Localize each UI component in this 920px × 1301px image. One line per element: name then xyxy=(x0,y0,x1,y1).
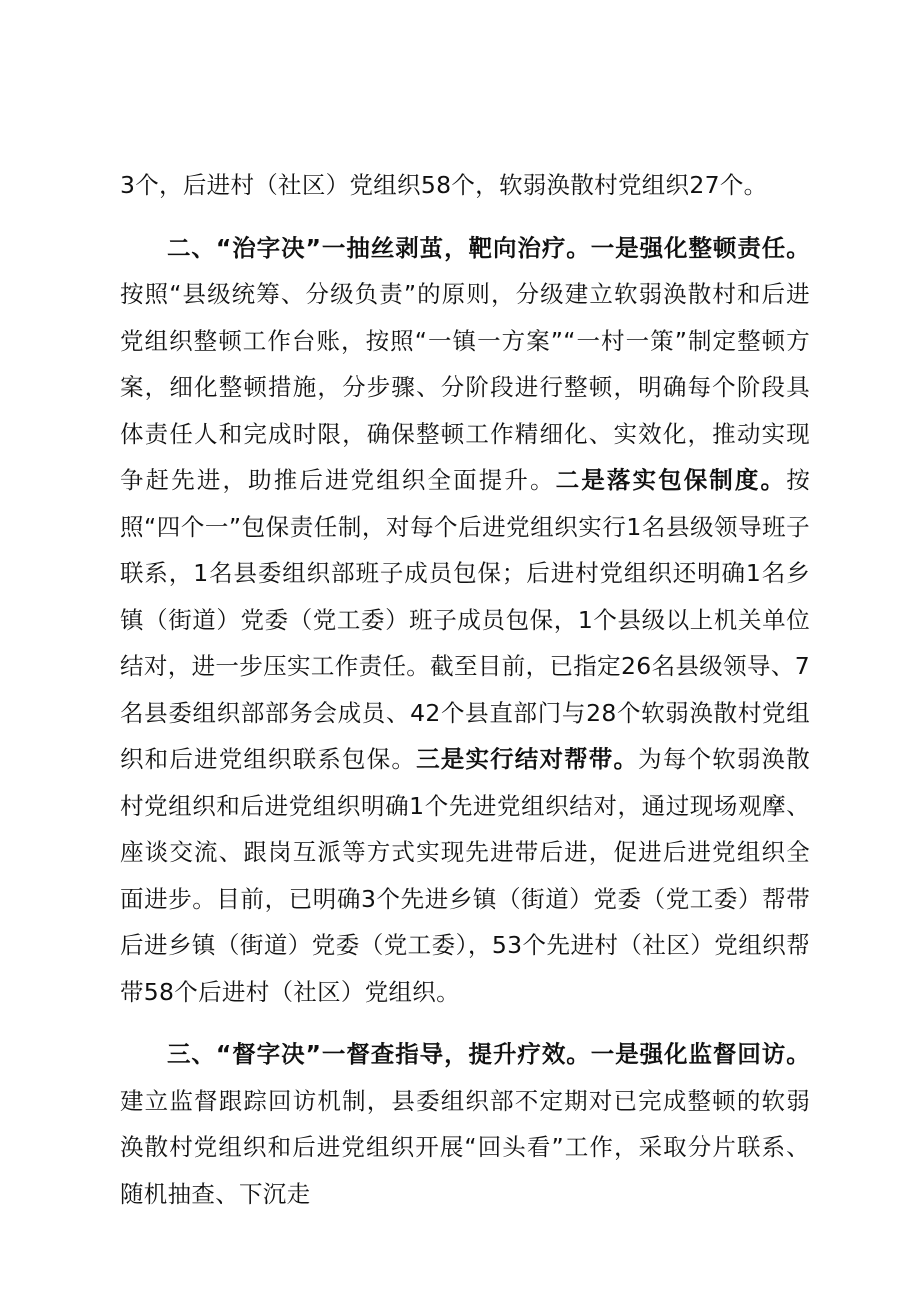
point-heading-2-1: 一是强化整顿责任。 xyxy=(590,233,810,262)
document-body xyxy=(120,162,810,1217)
section-heading-3: 三、“督字决”一督查指导，提升疗效。 xyxy=(167,1040,591,1068)
point-text-3-1: 建立监督跟踪回访机制，县委组织部不定期对已完成整顿的软弱涣散村党组织和后进党组织开展“回头看”工作，采取分片联系、随机抽查、下沉走 xyxy=(120,1086,810,1208)
paragraph-1 xyxy=(120,162,810,209)
point-text-2-3: 为每个软弱涣散村党组织和后进党组织明确1个先进党组织结对，通过现场观摩、座谈交流、跟岗互派等方式实现先进带后进，促进后进党组织全面进步。目前，已明确3个先进乡镇（街道）党委（党工委）帮带后进乡镇（街道）党委（党工委），53个先进村（社区）党组织帮带58个后进村（社区）党组织。 xyxy=(120,745,810,1006)
point-heading-2-2: 二是落实包保制度。 xyxy=(555,466,787,494)
paragraph-2 xyxy=(120,225,810,1016)
paragraph-1-text: 3个，后进村（社区）党组织58个，软弱涣散村党组织27个。 xyxy=(120,171,768,199)
point-text-2-1: 按照“县级统筹、分级负责”的原则，分级建立软弱涣散村和后进党组织整顿工作台账，按照“一镇一方案”“一村一策”制定整顿方案，细化整顿措施，分步骤、分阶段进行整顿，明确每个阶段具体责任人和完成时限，确保整顿工作精细化、实效化，推动实现争赶先进，助推后进党组织全面提升。 xyxy=(120,280,810,494)
point-heading-3-1: 一是强化监督回访。 xyxy=(590,1040,810,1068)
point-text-2-2: 按照“四个一”包保责任制，对每个后进党组织实行1名县级领导班子联系，1名县委组织部班子成员包保；后进村党组织还明确1名乡镇（街道）党委（党工委）班子成员包保，1个县级以上机关单位结对，进一步压实工作责任。截至目前，已指定26名县级领导、7名县委组织部部务会成员、42个县直部门与28个软弱涣散村党组织和后进党组织联系包保。 xyxy=(120,466,810,773)
point-heading-2-3: 三是实行结对帮带。 xyxy=(416,745,639,773)
paragraph-3 xyxy=(120,1031,810,1217)
section-heading-2: 二、“治字决”一抽丝剥茧，靶向治疗。 xyxy=(167,233,591,262)
